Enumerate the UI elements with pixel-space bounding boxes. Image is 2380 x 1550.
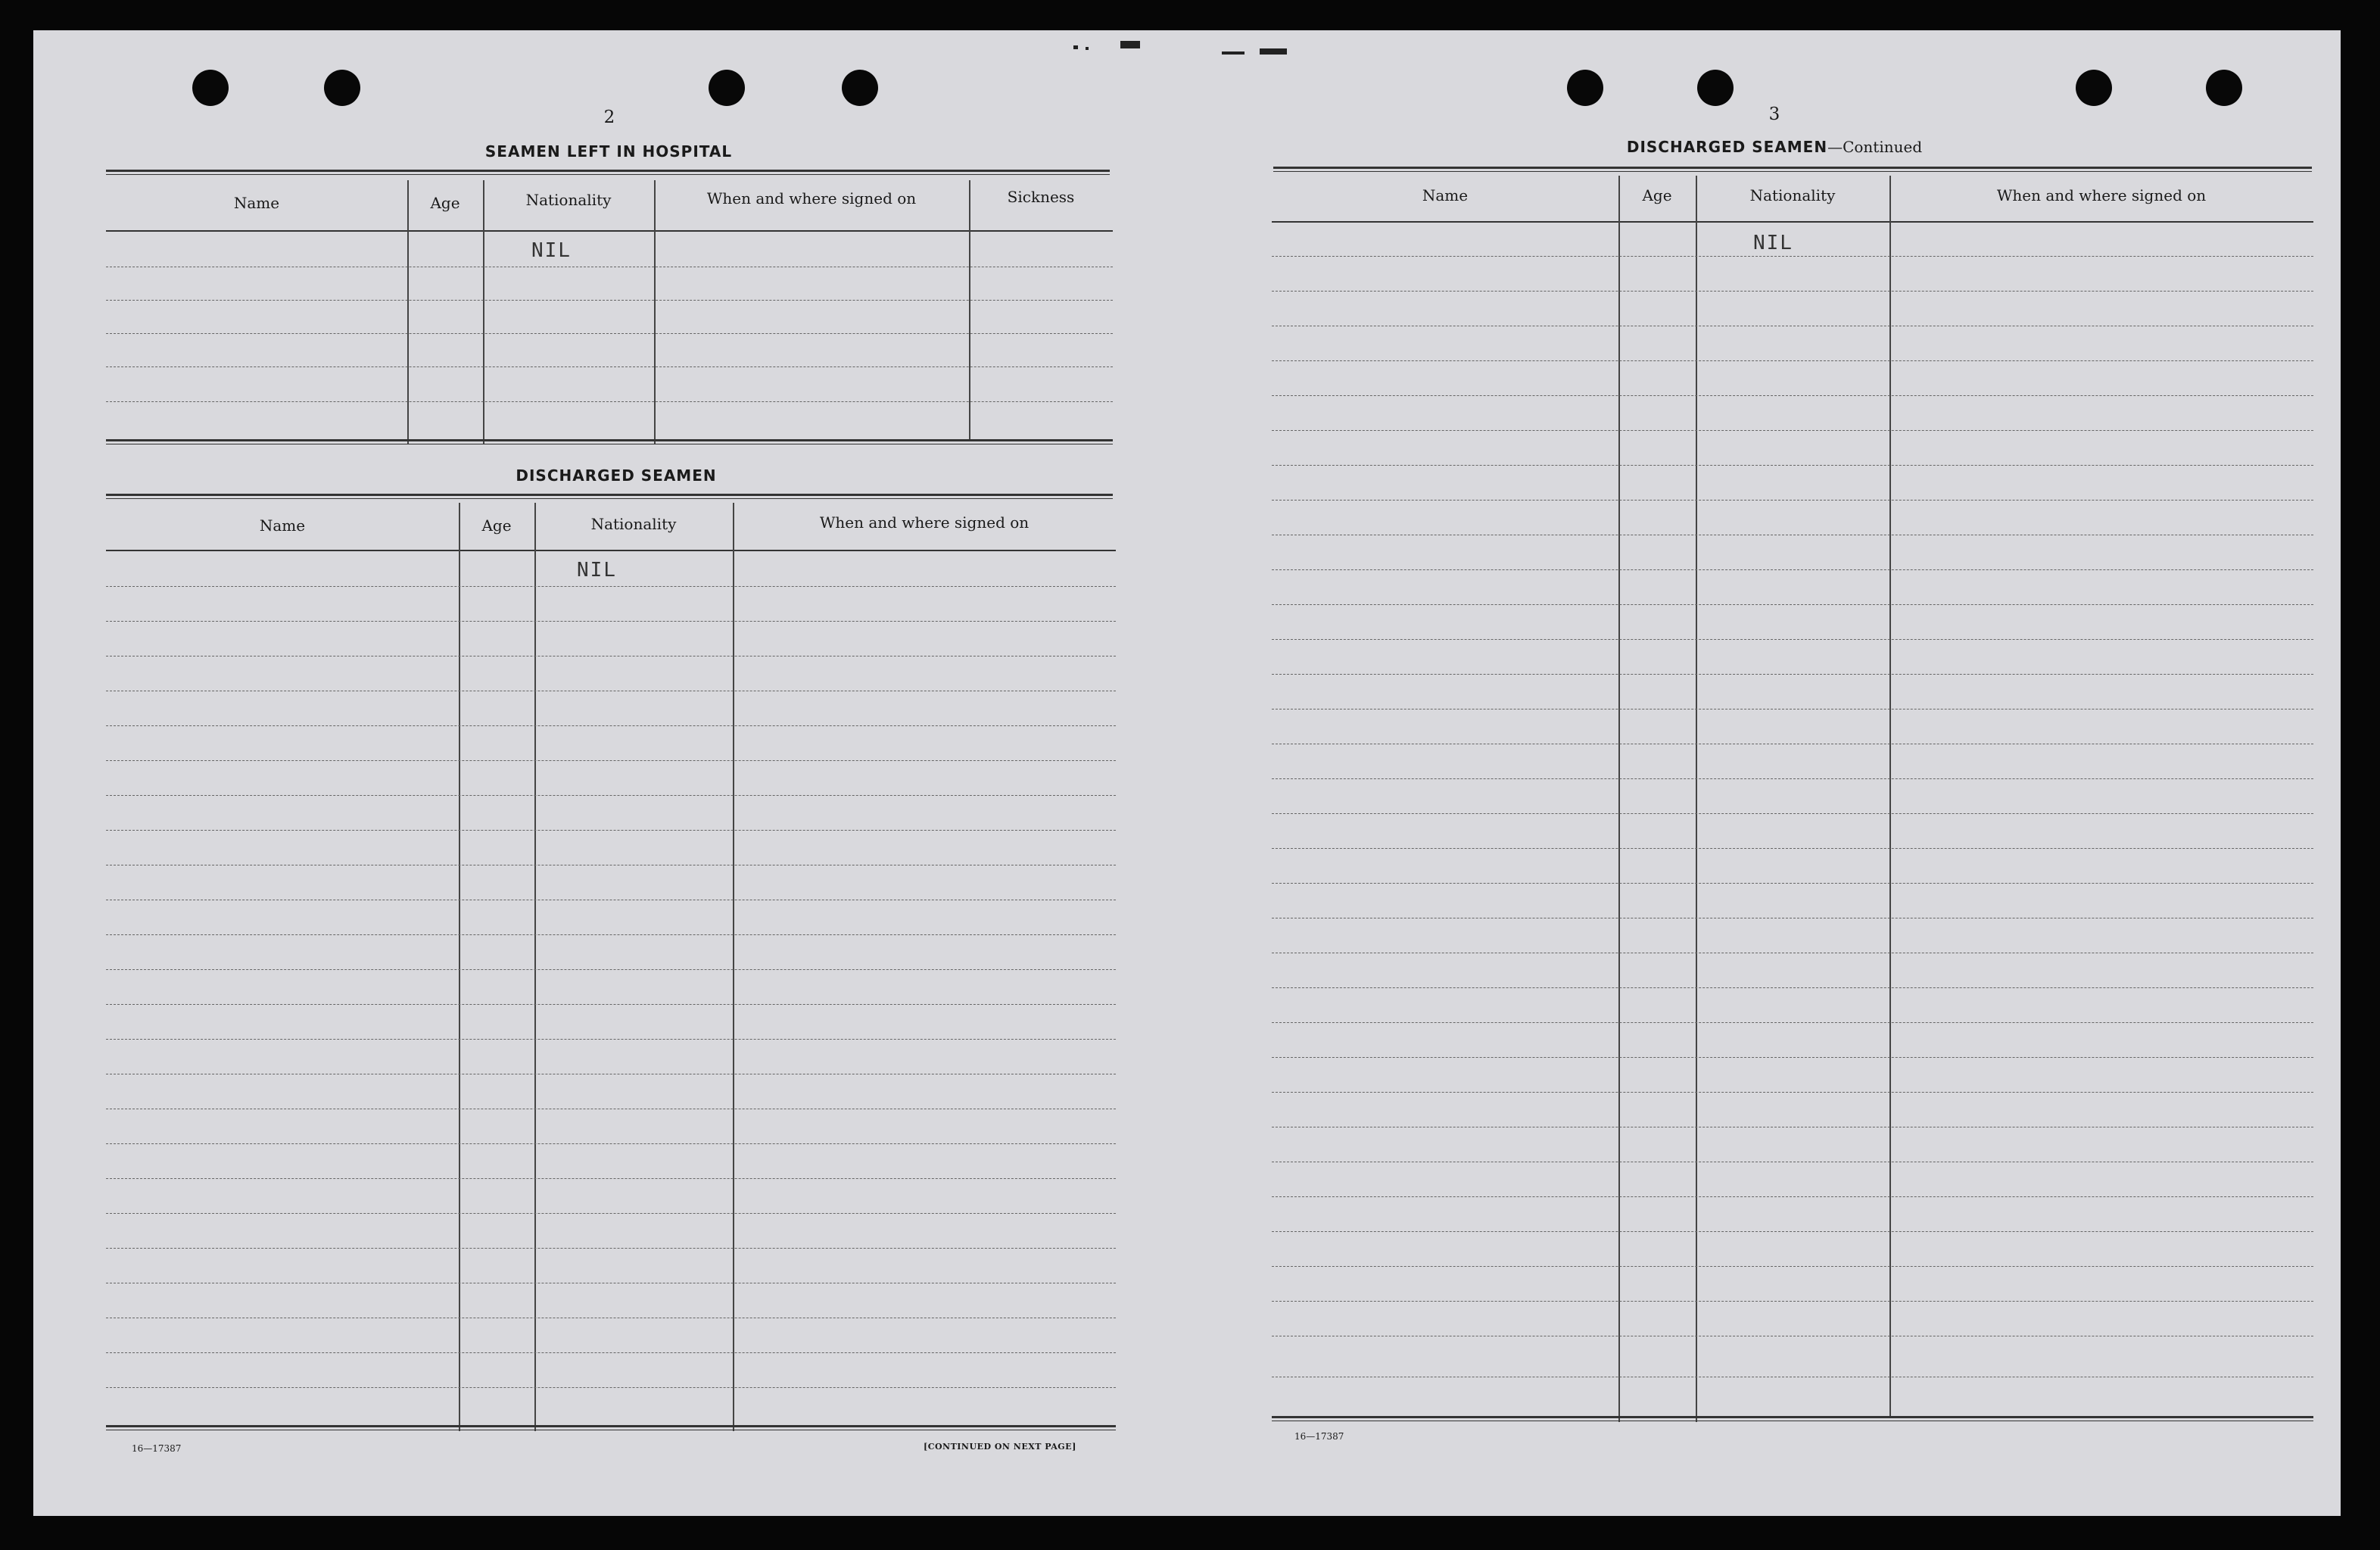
row-line	[106, 760, 1116, 761]
row-line	[1272, 1266, 2313, 1267]
row-line	[106, 795, 1116, 796]
table-bottom-rule	[106, 1425, 1116, 1430]
column-divider	[733, 503, 734, 1431]
row-line	[106, 300, 1113, 301]
table-top-rule	[106, 494, 1113, 499]
column-header-signed-on: When and where signed on	[819, 513, 1030, 532]
row-line	[106, 830, 1116, 831]
continued-note: [CONTINUED ON NEXT PAGE]	[924, 1442, 1076, 1452]
column-header-name: Name	[233, 194, 280, 212]
column-header-sickness: Sickness	[1007, 188, 1075, 206]
column-header-nationality: Nationality	[1749, 186, 1836, 204]
row-line	[106, 586, 1116, 587]
punch-hole	[2206, 70, 2242, 106]
column-divider	[407, 180, 409, 444]
title-suffix: —Continued	[1827, 138, 1923, 156]
row-line	[106, 1143, 1116, 1144]
column-divider	[534, 503, 536, 1431]
table-top-rule	[1273, 167, 2312, 172]
form-number: 16—17387	[132, 1443, 182, 1454]
header-rule	[1272, 221, 2313, 223]
column-header-name: Name	[259, 516, 306, 535]
row-line	[1272, 1196, 2313, 1197]
scan-mark	[1086, 47, 1089, 50]
page-number: 3	[1768, 104, 1780, 124]
row-line	[1272, 569, 2313, 570]
row-line	[1272, 709, 2313, 710]
row-line	[1272, 674, 2313, 675]
row-line	[106, 969, 1116, 970]
column-divider	[483, 180, 484, 444]
column-header-nationality: Nationality	[525, 191, 612, 209]
row-line	[106, 1004, 1116, 1005]
row-line	[106, 333, 1113, 334]
row-line	[1272, 604, 2313, 605]
punch-hole	[709, 70, 745, 106]
row-line	[106, 1352, 1116, 1353]
row-line	[106, 1387, 1116, 1388]
scan-mark	[1222, 51, 1245, 55]
scan-mark	[1260, 48, 1287, 55]
column-header-nationality: Nationality	[590, 515, 677, 533]
punch-hole	[1697, 70, 1734, 106]
row-line	[1272, 395, 2313, 396]
column-header-age: Age	[1642, 186, 1672, 204]
row-line	[1272, 813, 2313, 814]
page-number: 2	[603, 108, 615, 127]
punch-hole	[2076, 70, 2112, 106]
column-header-signed-on: When and where signed on	[706, 189, 917, 207]
row-line	[106, 1039, 1116, 1040]
row-line	[106, 934, 1116, 935]
table-bottom-rule	[1272, 1416, 2313, 1421]
header-rule	[106, 550, 1116, 551]
row-line	[1272, 848, 2313, 849]
discharged-table-title: DISCHARGED SEAMEN	[516, 466, 717, 485]
header-rule	[106, 230, 1113, 232]
typed-entry-nil: NIL	[1753, 232, 1793, 254]
column-divider	[1618, 176, 1620, 1422]
typed-entry-nil: NIL	[531, 239, 572, 262]
punch-hole	[192, 70, 229, 106]
row-line	[1272, 1092, 2313, 1093]
row-line	[1272, 500, 2313, 501]
row-line	[1272, 256, 2313, 257]
column-divider	[654, 180, 656, 444]
row-line	[1272, 465, 2313, 466]
column-header-age: Age	[481, 516, 512, 535]
scan-mark	[1073, 45, 1078, 49]
row-line	[106, 1178, 1116, 1179]
discharged-continued-title	[1600, 138, 1949, 156]
row-line	[106, 401, 1113, 402]
row-line	[106, 621, 1116, 622]
row-line	[1272, 778, 2313, 779]
column-divider	[459, 503, 460, 1431]
row-line	[1272, 987, 2313, 988]
column-header-age: Age	[430, 194, 460, 212]
row-line	[106, 1248, 1116, 1249]
row-line	[106, 1213, 1116, 1214]
row-line	[106, 725, 1116, 726]
column-header-name: Name	[1422, 186, 1469, 204]
punch-hole	[324, 70, 360, 106]
table-bottom-rule	[106, 439, 1113, 444]
row-line	[1272, 291, 2313, 292]
punch-hole	[1567, 70, 1603, 106]
document-sheet	[33, 30, 2341, 1516]
row-line	[1272, 639, 2313, 640]
scan-mark	[1120, 41, 1140, 48]
column-header-signed-on: When and where signed on	[1996, 186, 2207, 204]
title-main: DISCHARGED SEAMEN	[1626, 138, 1828, 156]
row-line	[106, 366, 1113, 367]
row-line	[1272, 883, 2313, 884]
hospital-table-title: SEAMEN LEFT IN HOSPITAL	[484, 142, 733, 161]
row-line	[1272, 430, 2313, 431]
row-line	[1272, 1301, 2313, 1302]
row-line	[1272, 1231, 2313, 1232]
punch-hole	[842, 70, 878, 106]
row-line	[1272, 360, 2313, 361]
row-line	[1272, 1022, 2313, 1023]
row-line	[1272, 1057, 2313, 1058]
table-top-rule	[106, 170, 1110, 175]
form-number: 16—17387	[1294, 1431, 1344, 1442]
column-divider	[1696, 176, 1697, 1422]
typed-entry-nil: NIL	[577, 559, 617, 582]
